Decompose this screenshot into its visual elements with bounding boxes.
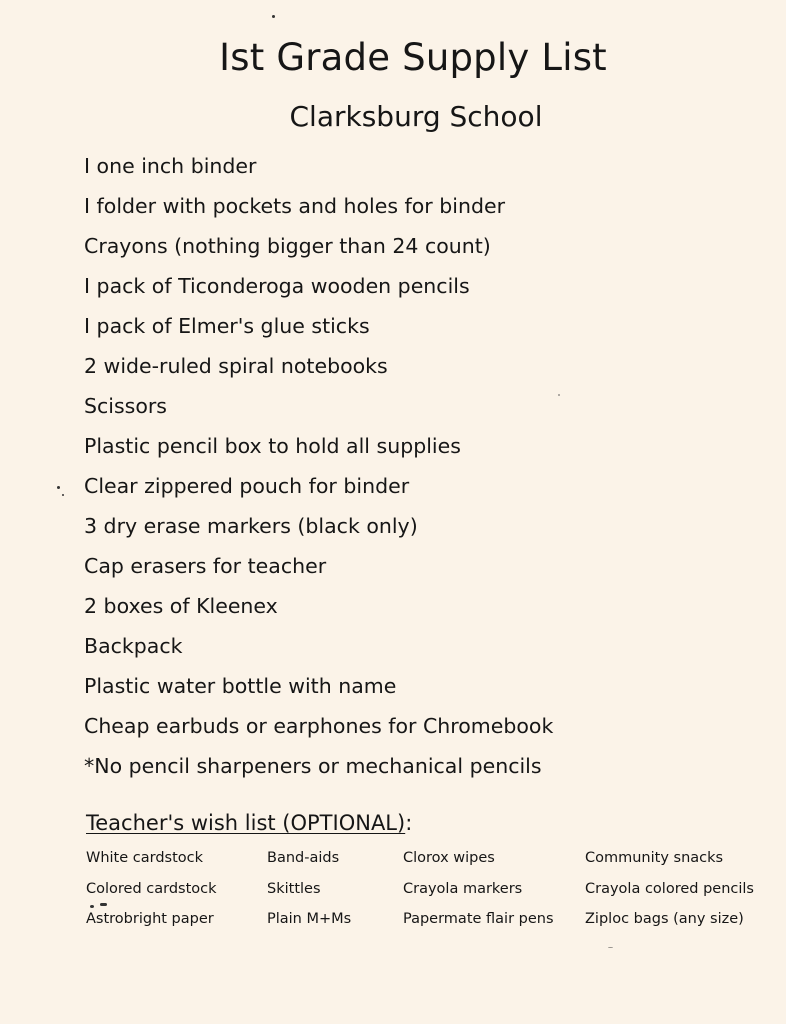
wish-list-item: Clorox wipes [403,850,495,866]
scan-speck [272,15,275,18]
wish-list-item: Crayola colored pencils [585,880,754,897]
scan-speck [100,903,107,906]
scan-speck [90,905,94,908]
wish-list-item: Colored cardstock [86,880,217,897]
wish-list-item: Crayola markers [403,880,523,897]
supply-item: 3 dry erase markers (black only) [84,514,418,538]
wish-list-item: White cardstock [86,850,204,866]
supply-item: I folder with pockets and holes for binder [84,194,505,218]
wish-list-column-1 [86,846,217,938]
supply-item: Cap erasers for teacher [84,554,327,578]
supply-item: Plastic pencil box to hold all supplies [84,434,461,458]
supply-item: Clear zippered pouch for binder [84,474,410,498]
scan-speck [57,486,60,489]
scan-speck [608,947,613,948]
school-name: Clarksburg School [289,100,543,133]
supply-item: Backpack [84,634,183,658]
wish-list-column-2 [267,846,351,938]
scan-speck [62,494,64,496]
wish-list-item: Band-aids [267,850,340,866]
wish-list-heading-text: Teacher's wish list (OPTIONAL) [86,811,406,835]
wish-list-item: Ziploc bags (any size) [585,911,744,927]
supply-item: Plastic water bottle with name [84,674,397,698]
wish-list-item: Astrobright paper [86,911,214,927]
supply-item: I pack of Ticonderoga wooden pencils [84,274,470,298]
supply-item: I pack of Elmer's glue sticks [84,314,370,338]
wish-list-column-3 [403,846,554,938]
supply-note: *No pencil sharpeners or mechanical pencils [84,754,542,778]
supply-item: Crayons (nothing bigger than 24 count) [84,234,491,258]
wish-list-item: Skittles [267,880,321,897]
page-title: Ist Grade Supply List [219,36,607,79]
wish-list-item: Plain M+Ms [267,911,352,927]
wish-list-item: Papermate flair pens [403,911,554,927]
supply-item: 2 boxes of Kleenex [84,594,278,618]
wish-list-item: Community snacks [585,850,724,866]
wish-list-heading [86,811,412,835]
wish-list-heading-colon: : [405,811,413,835]
scan-speck [558,394,560,396]
supply-item: Cheap earbuds or earphones for Chromebook [84,714,554,738]
wish-list-column-4 [585,846,754,938]
supply-item: I one inch binder [84,154,257,178]
supply-list [84,146,553,786]
supply-item: 2 wide-ruled spiral notebooks [84,354,388,378]
supply-item: Scissors [84,394,167,418]
